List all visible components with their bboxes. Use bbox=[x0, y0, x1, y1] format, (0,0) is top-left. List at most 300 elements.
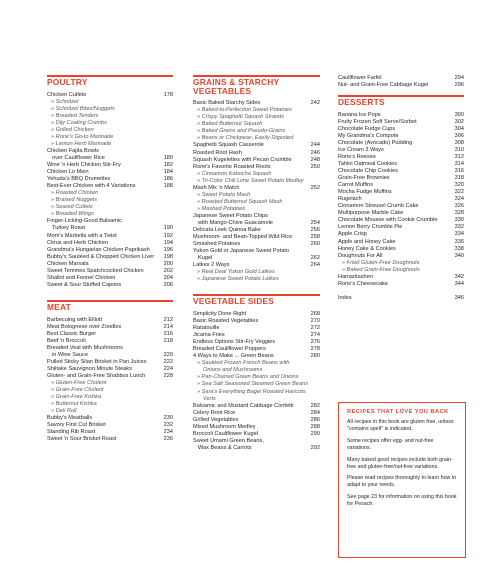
toc-entry-title: Smashed Potatoes bbox=[193, 241, 241, 248]
toc-entry-page: 322 bbox=[454, 189, 464, 196]
toc-entry-title: Wine 'n Herb Chicken Stir-Fry bbox=[47, 162, 121, 169]
toc-entry-title: Basic Roasted Vegetables bbox=[193, 318, 259, 325]
toc-entry-page: 222 bbox=[163, 358, 173, 365]
toc-subentry-label: Grain-Free Cholent bbox=[55, 386, 104, 393]
subentry-arrow-icon: » bbox=[51, 394, 56, 401]
toc-subentry-label: Onions and Mushrooms bbox=[203, 367, 263, 374]
toc-entry-page: 224 bbox=[163, 365, 173, 372]
toc-entry bbox=[47, 240, 173, 247]
toc-entry-page: 314 bbox=[454, 161, 464, 168]
desserts-list bbox=[338, 112, 464, 288]
toc-entry bbox=[193, 100, 320, 107]
toc-entry-page: 268 bbox=[310, 311, 320, 317]
toc-entry bbox=[193, 157, 320, 164]
toc-entry-title: Gluten- and Grain-Free Shabbos Lunch bbox=[47, 372, 146, 379]
toc-entry bbox=[338, 75, 464, 82]
toc-entry bbox=[338, 147, 464, 154]
vegetable-sides-heading: VEGETABLE SIDES bbox=[193, 296, 275, 307]
toc-entry bbox=[47, 282, 173, 289]
toc-entry-title: Rorie's Favorite Roasted Roots bbox=[193, 163, 271, 170]
toc-entry bbox=[338, 140, 464, 147]
toc-entry bbox=[47, 92, 173, 99]
index-entry bbox=[338, 295, 464, 302]
index-page: 346 bbox=[454, 294, 464, 301]
toc-entry-title: Sweet & Sour Stuffed Capons bbox=[47, 281, 122, 288]
toc-entry-page: 178 bbox=[163, 91, 173, 98]
toc-entry bbox=[193, 185, 320, 192]
toc-subentry bbox=[47, 211, 173, 218]
toc-entry bbox=[193, 234, 320, 241]
toc-entry-title: Chicken Lo Mein bbox=[47, 169, 89, 176]
toc-entry bbox=[47, 155, 173, 162]
toc-entry bbox=[338, 82, 464, 89]
toc-subentry-label: Lemon Herb Marinade bbox=[55, 140, 112, 147]
grains-heading-line1: GRAINS & STARCHY bbox=[193, 77, 280, 87]
toc-entry-title: Turkey Roast bbox=[52, 225, 86, 232]
toc-entry-page: 184 bbox=[163, 169, 173, 176]
toc-subentry-label: Sautéed Frozen French Beans with bbox=[201, 360, 290, 367]
toc-entry-title: Chocolate (Avocado) Pudding bbox=[338, 139, 413, 146]
column-3 bbox=[338, 75, 464, 302]
toc-subentry bbox=[47, 190, 173, 197]
toc-entry-page: 212 bbox=[163, 316, 173, 323]
toc-entry-page: 256 bbox=[310, 227, 320, 234]
toc-entry-page: 332 bbox=[454, 224, 464, 231]
toc-entry bbox=[338, 239, 464, 246]
toc-entry-title: Wax Beans & Carrots bbox=[198, 444, 252, 451]
toc-entry-title: Fruity Frozen Soft Serve/Sorbet bbox=[338, 118, 417, 125]
toc-entry-title: 4 Ways to Make ... Green Beans bbox=[193, 353, 274, 360]
toc-entry-page: 192 bbox=[163, 232, 173, 239]
toc-entry-page: 228 bbox=[163, 372, 173, 379]
toc-entry bbox=[47, 422, 173, 429]
toc-entry-title: Apple Crisp bbox=[338, 231, 367, 238]
toc-entry-page: 186 bbox=[163, 176, 173, 183]
toc-entry-title: Mixed Mushroom Medley bbox=[193, 423, 256, 430]
toc-entry-page: 334 bbox=[454, 231, 464, 238]
toc-entry-title: Chocolate Fudge Cups bbox=[338, 125, 396, 132]
recipes-info-paragraph: Please read recipes thoroughly to learn how to adapt to your needs. bbox=[347, 475, 457, 489]
toc-entry bbox=[338, 246, 464, 253]
toc-entry bbox=[193, 424, 320, 431]
toc-entry bbox=[193, 248, 320, 255]
toc-entry bbox=[338, 161, 464, 168]
grains-section bbox=[193, 75, 320, 283]
subentry-arrow-icon: » bbox=[197, 388, 202, 395]
toc-subentry-label: Butternut Kishka bbox=[55, 401, 97, 408]
subentry-arrow-icon: » bbox=[51, 379, 56, 386]
subentry-arrow-icon: » bbox=[197, 191, 202, 198]
toc-subentry-label: Japanese Sweet Potato Latkes bbox=[201, 276, 279, 283]
toc-entry-title: with Mango-Chive Guacamole bbox=[198, 219, 273, 226]
toc-entry bbox=[47, 247, 173, 254]
toc-entry bbox=[193, 255, 320, 262]
toc-subentry bbox=[193, 396, 320, 403]
toc-entry bbox=[193, 318, 320, 325]
toc-entry-title: Jicama Fries bbox=[193, 332, 225, 339]
toc-entry bbox=[47, 261, 173, 268]
toc-entry-page: 188 bbox=[163, 183, 173, 190]
toc-entry-title: Mom's Marbella with a Twist bbox=[47, 232, 117, 239]
subentry-arrow-icon: » bbox=[197, 198, 202, 205]
grains-heading-line2: VEGETABLES bbox=[193, 85, 252, 96]
toc-entry bbox=[338, 154, 464, 161]
toc-entry-page: 198 bbox=[163, 253, 173, 260]
toc-entry-page: 232 bbox=[163, 422, 173, 429]
toc-entry-page: 318 bbox=[454, 175, 464, 182]
toc-entry-title: Basic Baked Starchy Sides bbox=[193, 100, 261, 107]
meat-list bbox=[47, 317, 173, 444]
toc-subentry bbox=[193, 389, 320, 396]
toc-entry-title: Nut- and Grain-Free Cabbage Kugel bbox=[338, 82, 429, 89]
subentry-arrow-icon: » bbox=[197, 121, 202, 128]
toc-entry-title: Delicata Leek Quinoa Bake bbox=[193, 227, 261, 234]
toc-entry-page: 206 bbox=[163, 281, 173, 288]
toc-entry-page: 202 bbox=[163, 267, 173, 274]
toc-subentry-label: Schnitzel bbox=[55, 98, 79, 105]
toc-entry-title: Cauliflower Farfel bbox=[338, 75, 382, 81]
toc-subentry-label: Schnitzel Bites/Nuggets bbox=[55, 105, 115, 112]
toc-subentry bbox=[338, 267, 464, 274]
toc-subentry-label: Pan-Charred Green Beans and Onions bbox=[201, 374, 299, 381]
toc-entry-page: 308 bbox=[454, 139, 464, 146]
toc-entry bbox=[338, 253, 464, 260]
toc-subentry bbox=[47, 127, 173, 134]
toc-entry-page: 244 bbox=[310, 142, 320, 149]
toc-entry-title: Beef 'n Broccoli bbox=[47, 337, 86, 344]
toc-entry-title: Shiitake Sauvignon Minute Steaks bbox=[47, 365, 132, 372]
toc-entry bbox=[338, 168, 464, 175]
subentry-arrow-icon: » bbox=[51, 98, 56, 105]
toc-entry-page: 218 bbox=[163, 337, 173, 344]
toc-entry-title: Banana Ice Pops bbox=[338, 111, 381, 118]
toc-entry-title: Chocolate Chip Cookies bbox=[338, 168, 399, 175]
toc-subentry bbox=[47, 113, 173, 120]
toc-entry bbox=[338, 224, 464, 231]
toc-entry bbox=[47, 352, 173, 359]
toc-entry-page: 264 bbox=[310, 262, 320, 269]
toc-entry bbox=[338, 281, 464, 288]
subentry-arrow-icon: » bbox=[197, 170, 202, 177]
toc-entry bbox=[193, 431, 320, 438]
toc-entry-page: 312 bbox=[454, 153, 464, 160]
recipes-info-box bbox=[338, 402, 466, 558]
toc-subentry-label: Rorie's Go-to Marinade bbox=[55, 133, 114, 140]
toc-subentry-label: Seared Cutlets bbox=[55, 204, 93, 211]
toc-entry-page: 286 bbox=[310, 416, 320, 423]
toc-entry-title: Honey Cake & Cookies bbox=[338, 245, 396, 252]
toc-entry-page: 306 bbox=[454, 132, 464, 139]
toc-entry-title: Grandma's Hungarian Chicken Paprikash bbox=[47, 246, 150, 253]
toc-entry-title: Sweet Temmes Spatchcocked Chicken bbox=[47, 267, 144, 274]
recipes-info-paragraph: All recipes in this book are gluten free, unless "contains spelt" is indicated. bbox=[347, 419, 454, 432]
grains-list bbox=[193, 100, 320, 283]
subentry-arrow-icon: » bbox=[51, 133, 56, 140]
toc-entry-title: Apple and Honey Cake bbox=[338, 238, 396, 245]
toc-entry bbox=[193, 213, 320, 220]
toc-entry-page: 258 bbox=[310, 234, 320, 241]
toc-entry-page: 300 bbox=[454, 111, 464, 118]
toc-entry bbox=[193, 445, 320, 452]
recipes-info-paragraph: Many baked good recipes include both grain-free and gluten-free/nut-free variations. bbox=[347, 456, 453, 470]
toc-entry-title: Bubby's Sautéed & Chopped Chicken Liver bbox=[47, 253, 155, 260]
toc-entry bbox=[193, 241, 320, 248]
toc-entry-title: Chicken Fajita Bowls bbox=[47, 147, 99, 154]
toc-entry-title: Chicken Marsala bbox=[47, 260, 89, 267]
toc-entry bbox=[47, 429, 173, 436]
column-2 bbox=[193, 75, 320, 452]
toc-entry-page: 310 bbox=[454, 146, 464, 153]
toc-subentry bbox=[193, 192, 320, 199]
toc-entry-title: Yehuda's BBQ Drumettes bbox=[47, 176, 111, 183]
subentry-arrow-icon: » bbox=[197, 177, 202, 184]
toc-entry bbox=[193, 262, 320, 269]
poultry-section bbox=[47, 75, 173, 289]
subentry-arrow-icon: » bbox=[51, 119, 56, 126]
toc-entry bbox=[338, 203, 464, 210]
toc-entry-title: Citrus and Herb Chicken bbox=[47, 239, 108, 246]
toc-entry-page: 290 bbox=[310, 430, 320, 437]
toc-entry-title: Ratatouille bbox=[193, 325, 220, 332]
toc-entry-title: Best-Ever Chicken with 4 Variations bbox=[47, 183, 136, 190]
subentry-arrow-icon: » bbox=[51, 105, 56, 112]
toc-entry bbox=[47, 254, 173, 261]
toc-subentry-label: Real Deal Yukon Gold Latkes bbox=[201, 269, 275, 276]
toc-subentry bbox=[47, 401, 173, 408]
toc-entry-title: Balsamic and Mustard Cabbage Confetti bbox=[193, 402, 294, 409]
column-3-continued-list bbox=[338, 75, 464, 89]
toc-subentry-label: Crispy Spaghetti Squash Strands bbox=[201, 114, 285, 121]
toc-entry bbox=[193, 311, 320, 318]
toc-entry-title: Rorie's Cheesecake bbox=[338, 280, 388, 287]
toc-subentry bbox=[47, 387, 173, 394]
toc-entry bbox=[338, 175, 464, 182]
toc-entry-title: Pulled Sticky Silan Brisket in Pan Juices bbox=[47, 358, 147, 365]
toc-entry bbox=[193, 220, 320, 227]
toc-entry bbox=[47, 373, 173, 380]
toc-subentry bbox=[193, 128, 320, 135]
toc-subentry bbox=[193, 199, 320, 206]
toc-entry bbox=[47, 436, 173, 443]
toc-entry-page: 296 bbox=[454, 82, 464, 89]
toc-subentry bbox=[193, 374, 320, 381]
subentry-arrow-icon: » bbox=[197, 114, 202, 121]
toc-entry-page: 280 bbox=[310, 353, 320, 360]
toc-entry-page: 338 bbox=[454, 245, 464, 252]
toc-entry-page: 190 bbox=[163, 225, 173, 232]
toc-entry-page: 330 bbox=[454, 217, 464, 224]
toc-entry-title: in Wine Sauce bbox=[52, 351, 89, 358]
toc-entry bbox=[193, 353, 320, 360]
toc-subentry bbox=[193, 171, 320, 178]
toc-entry-title: Mushroom- and Bean-Topped Wild Rice bbox=[193, 234, 293, 241]
toc-entry-title: Yukon Gold or Japanese Sweet Potato bbox=[193, 248, 290, 255]
subentry-arrow-icon: » bbox=[51, 112, 56, 119]
toc-entry bbox=[338, 210, 464, 217]
toc-entry-title: Multipurpose Marble Cake bbox=[338, 210, 404, 217]
subentry-arrow-icon: » bbox=[51, 211, 56, 218]
toc-subentry-label: Beans or Chickpeas, Easily Digested bbox=[201, 135, 294, 142]
toc-entry-title: Kugel bbox=[198, 255, 213, 262]
toc-entry-title: Rorie's Reeses bbox=[338, 153, 376, 160]
toc-entry-page: 304 bbox=[454, 125, 464, 132]
toc-entry-title: Mash Mix 'n Match bbox=[193, 184, 240, 191]
toc-entry-title: Finger-Licking-Good Balsamic bbox=[47, 218, 122, 225]
toc-entry bbox=[47, 225, 173, 232]
toc-entry-page: 282 bbox=[310, 402, 320, 409]
toc-subentry bbox=[193, 360, 320, 367]
toc-entry-title: Meat Bolognese over Zoodles bbox=[47, 323, 122, 330]
subentry-arrow-icon: » bbox=[197, 205, 202, 212]
toc-entry-title: Breaded Cauliflower Poppers bbox=[193, 346, 266, 353]
toc-entry-page: 328 bbox=[454, 210, 464, 217]
toc-entry bbox=[47, 317, 173, 324]
recipes-info-title: RECIPES THAT LOVE YOU BACK bbox=[347, 409, 449, 415]
subentry-arrow-icon: » bbox=[51, 140, 56, 147]
toc-entry-title: Savory First Cut Brisket bbox=[47, 422, 106, 429]
toc-entry-title: Lemon Berry Crumble Pie bbox=[338, 224, 403, 231]
toc-entry bbox=[338, 231, 464, 238]
toc-subentry bbox=[193, 121, 320, 128]
toc-entry bbox=[338, 182, 464, 189]
toc-entry-title: Grain-Free Brownies bbox=[338, 175, 390, 182]
subentry-arrow-icon: » bbox=[51, 408, 56, 415]
toc-subentry bbox=[47, 120, 173, 127]
subentry-arrow-icon: » bbox=[51, 190, 56, 197]
toc-entry-title: Doughnuts For All bbox=[338, 252, 383, 259]
column-1 bbox=[47, 75, 173, 443]
subentry-arrow-icon: » bbox=[51, 126, 56, 133]
meat-section bbox=[47, 300, 173, 443]
toc-entry-title: Carrot Muffins bbox=[338, 182, 374, 189]
toc-entry-page: 216 bbox=[163, 330, 173, 337]
toc-subentry-label: Sea Salt Seasoned Steamed Green Beans bbox=[201, 381, 309, 388]
toc-entry-page: 214 bbox=[163, 323, 173, 330]
toc-subentry bbox=[47, 408, 173, 415]
subentry-arrow-icon: » bbox=[197, 276, 202, 283]
toc-entry-title: Endless Options Stir-Fry Veggies bbox=[193, 339, 276, 346]
vegetable-sides-list bbox=[193, 311, 320, 452]
toc-subentry-label: Sweet Potato Mash bbox=[201, 191, 251, 198]
subentry-arrow-icon: » bbox=[197, 360, 202, 367]
toc-entry bbox=[338, 119, 464, 126]
toc-entry-title: Grilled Vegetables bbox=[193, 416, 239, 423]
desserts-heading: DESSERTS bbox=[338, 97, 385, 108]
toc-subentry-label: Braised Nuggets bbox=[55, 197, 98, 204]
subentry-arrow-icon: » bbox=[342, 259, 347, 266]
toc-entry-page: 182 bbox=[163, 162, 173, 169]
toc-entry bbox=[47, 183, 173, 190]
toc-entry-title: Shallot and Fennel Chicken bbox=[47, 274, 116, 281]
toc-entry bbox=[47, 331, 173, 338]
toc-subentry-label: Verts bbox=[203, 395, 216, 402]
toc-subentry bbox=[193, 381, 320, 388]
toc-entry-page: 288 bbox=[310, 423, 320, 430]
toc-entry-page: 340 bbox=[454, 252, 464, 259]
toc-entry bbox=[47, 366, 173, 373]
toc-entry bbox=[47, 345, 173, 352]
toc-entry-page: 344 bbox=[454, 280, 464, 287]
toc-subentry bbox=[193, 178, 320, 185]
toc-entry-page: 180 bbox=[163, 155, 173, 162]
toc-entry bbox=[193, 164, 320, 171]
toc-subentry bbox=[193, 114, 320, 121]
toc-entry-title: Cinnamon Streusel Crumb Cake bbox=[338, 203, 419, 210]
toc-entry bbox=[47, 148, 173, 155]
subentry-arrow-icon: » bbox=[197, 128, 202, 135]
toc-entry-title: Simplicity Done Right bbox=[193, 311, 247, 317]
toc-entry-title: Hamantashen bbox=[338, 273, 373, 280]
toc-subentry-label: Deli Roll bbox=[55, 408, 77, 415]
toc-entry-page: 342 bbox=[454, 273, 464, 280]
toc-subentry bbox=[193, 276, 320, 283]
meat-heading: MEAT bbox=[47, 301, 71, 312]
toc-subentry bbox=[47, 134, 173, 141]
desserts-section bbox=[338, 95, 464, 302]
toc-entry bbox=[338, 133, 464, 140]
toc-entry-title: Rugelach bbox=[338, 196, 362, 203]
toc-entry-page: 302 bbox=[454, 118, 464, 125]
recipes-info-paragraph: See page 23 for information on using this book for Pesach. bbox=[347, 494, 457, 508]
toc-entry-page: 204 bbox=[163, 274, 173, 281]
toc-subentry-label: Roasted Butternut Squash Mash bbox=[201, 198, 283, 205]
toc-subentry-label: Dijy Coating Crumbs bbox=[55, 119, 107, 126]
poultry-list bbox=[47, 92, 173, 289]
toc-entry bbox=[47, 176, 173, 183]
toc-entry-page: 336 bbox=[454, 238, 464, 245]
toc-subentry bbox=[193, 206, 320, 213]
toc-entry-page: 316 bbox=[454, 168, 464, 175]
toc-entry bbox=[47, 162, 173, 169]
toc-subentry bbox=[47, 204, 173, 211]
toc-subentry-label: Grilled Chicken bbox=[55, 126, 94, 133]
toc-subentry bbox=[47, 106, 173, 113]
toc-entry-page: 278 bbox=[310, 346, 320, 353]
toc-entry-page: 234 bbox=[163, 429, 173, 436]
toc-subentry-label: Cinnamon Kabocha Squash bbox=[201, 170, 272, 177]
toc-entry-title: My Grandma's Compote bbox=[338, 132, 399, 139]
toc-subentry bbox=[47, 380, 173, 387]
subentry-arrow-icon: » bbox=[197, 381, 202, 388]
toc-entry-page: 294 bbox=[454, 75, 464, 81]
toc-entry-title: Ice Cream 3 Ways bbox=[338, 146, 384, 153]
toc-entry-page: 194 bbox=[163, 239, 173, 246]
toc-entry bbox=[338, 196, 464, 203]
toc-entry bbox=[47, 338, 173, 345]
subentry-arrow-icon: » bbox=[197, 135, 202, 142]
toc-entry bbox=[338, 274, 464, 281]
toc-subentry-label: Baked Butternut Squash bbox=[201, 121, 263, 128]
toc-entry-page: 326 bbox=[454, 203, 464, 210]
toc-entry bbox=[338, 217, 464, 224]
toc-entry-title: Bubby's Meatballs bbox=[47, 415, 93, 422]
toc-subentry bbox=[193, 269, 320, 276]
toc-subentry-label: Breaded Tenders bbox=[55, 112, 99, 119]
toc-entry bbox=[193, 339, 320, 346]
toc-entry bbox=[47, 218, 173, 225]
toc-entry-title: Squash Kugelettes with Pecan Crumble bbox=[193, 156, 292, 163]
toc-entry bbox=[47, 268, 173, 275]
toc-entry-page: 252 bbox=[310, 184, 320, 191]
toc-subentry-label: Fried Gluten-Free Doughnuts bbox=[346, 259, 420, 266]
toc-subentry-label: Mashed Potatoes bbox=[201, 205, 246, 212]
toc-entry bbox=[47, 275, 173, 282]
toc-entry-page: 220 bbox=[163, 351, 173, 358]
toc-entry-title: Chocolate Mousse with Cookie Crumble bbox=[338, 217, 438, 224]
toc-entry-title: Spaghetti Squash Casserole bbox=[193, 142, 264, 149]
toc-subentry bbox=[193, 367, 320, 374]
subentry-arrow-icon: » bbox=[51, 386, 56, 393]
